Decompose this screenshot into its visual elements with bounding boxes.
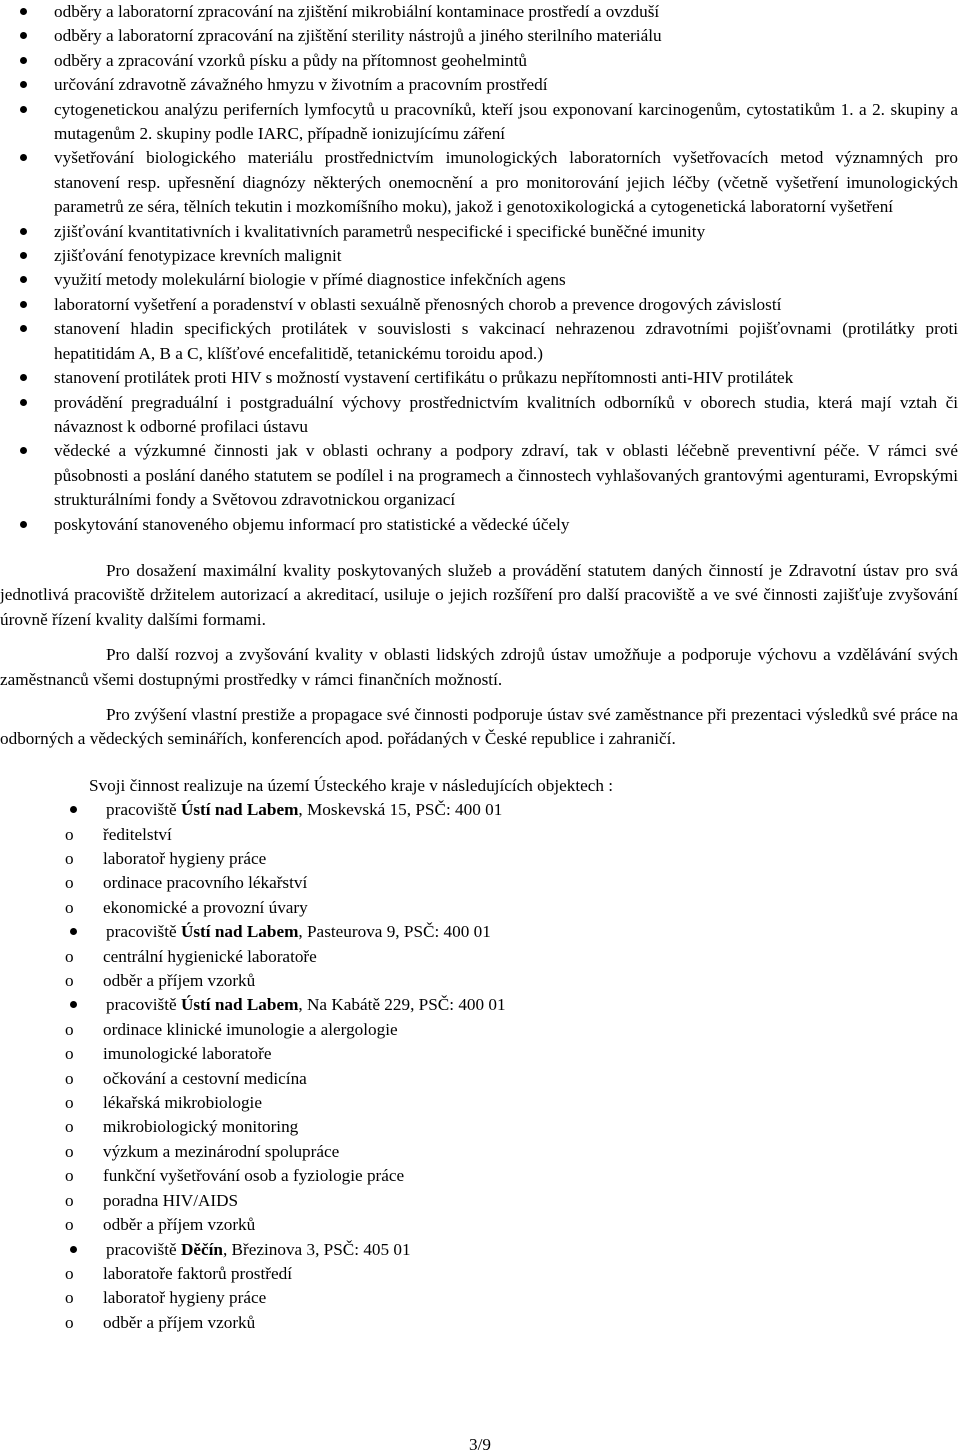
unit-item (0, 1140, 960, 1164)
site-units (0, 1262, 960, 1335)
unit-label: odběr a příjem vzorků (103, 1312, 256, 1332)
quality-paragraph: Pro dosažení maximální kvality poskytovaných služeb a provádění statutem daných činností je Zdravotní ústav pro svá jednotlivá pracoviště držitelem autorizací a akreditací, usiluje o jejich rozšíření pro další pracoviště a ve své činnosti zajišťuje zvyšování úrovně řízení kvality dalšími formami. (0, 560, 958, 629)
list-item: určování zdravotně závažného hmyzu v životním a pracovním prostředí (0, 73, 960, 97)
sub-marker: o (65, 1312, 74, 1332)
list-item: odběry a zpracování vzorků písku a půdy na přítomnost geohelmintů (0, 49, 960, 73)
list-item: odběry a laboratorní zpracování na zjištění mikrobiální kontaminace prostředí a ovzduší (0, 0, 960, 24)
list-item: provádění pregraduální i postgraduální výchovy prostřednictvím kvalitních odborníků v oborech studia, která mají vztah či návaznost k odborné profilaci ústavu (0, 391, 960, 440)
unit-label: imunologické laboratoře (103, 1044, 272, 1064)
unit-item (0, 1042, 960, 1066)
sub-marker: o (65, 849, 74, 868)
education-paragraph: Pro další rozvoj a zvyšování kvality v oblasti lidských zdrojů ústav umožňuje a podporuje výchovu a vzdělávání svých zaměstnanců všemi dostupnými prostředky v rámci finančních možností. (0, 645, 958, 689)
sub-marker: o (65, 1019, 74, 1039)
unit-label: ordinace klinické imunologie a alergologie (103, 1019, 398, 1039)
sub-marker: o (65, 1215, 74, 1235)
sub-marker: o (65, 897, 74, 917)
unit-label: ředitelství (103, 824, 172, 844)
site-city: Ústí nad Labem (180, 995, 299, 1015)
list-item: vyšetřování biologického materiálu prostřednictvím imunologických laboratorních vyšetřovacích metod významných pro stanovení resp. upřesnění diagnózy některých onemocnění a pro monitorování jejich léčby (včetně vyšetření imunologických parametrů ze séra, tělních tekutin i mozkomíšního moku), jakož i genotoxikologická a cytogenetická laboratorní vyšetření (0, 146, 960, 219)
unit-item (0, 1091, 960, 1115)
site-item (0, 1238, 960, 1336)
site-city: Ústí nad Labem (180, 922, 299, 942)
unit-label: laboratoř hygieny práce (103, 1288, 267, 1308)
unit-label: ekonomické a provozní úvary (103, 897, 308, 917)
unit-item (0, 1189, 960, 1213)
unit-label: centrální hygienické laboratoře (103, 946, 317, 966)
unit-label: očkování a cestovní medicína (103, 1068, 307, 1088)
sub-marker: o (65, 1166, 74, 1186)
page-number: 3/9 (469, 1435, 491, 1454)
sites-intro: Svoji činnost realizuje na území Ústeckého kraje v následujících objektech : (89, 775, 614, 795)
unit-label: poradna HIV/AIDS (103, 1190, 239, 1210)
unit-item (0, 1115, 960, 1139)
unit-label: mikrobiologický monitoring (103, 1117, 299, 1137)
list-item: zjišťování fenotypizace krevních malignit (0, 244, 960, 268)
list-item: odběry a laboratorní zpracování na zjištění sterility nástrojů a jiného sterilního materiálu (0, 24, 960, 48)
list-item: cytogenetickou analýzu periferních lymfocytů u pracovníků, kteří jsou exponovaní karcinogenům, cytostatikům 1. a 2. skupiny a mutagenům 2. skupiny podle IARC, případně ionizujícímu záření (0, 98, 960, 147)
sites-list (0, 798, 960, 1335)
unit-item (0, 945, 960, 969)
sub-marker: o (65, 1141, 74, 1161)
site-prefix: pracoviště (106, 922, 181, 942)
unit-item (0, 1213, 960, 1237)
site-address: , Moskevská 15, PSČ: 400 01 (298, 800, 503, 820)
sub-marker: o (65, 1117, 74, 1137)
unit-item (0, 1311, 960, 1335)
list-item: stanovení hladin specifických protilátek v souvislosti s vakcinací nehrazenou zdravotními pojišťovnami (protilátky proti hepatitidám A, B a C, klíšťové encefalitidě, tetanickému toroidu apod.) (0, 317, 960, 366)
site-prefix: pracoviště (106, 800, 181, 820)
unit-label: laboratoře faktorů prostředí (103, 1263, 292, 1283)
site-units (0, 823, 960, 921)
unit-label: laboratoř hygieny práce (103, 849, 267, 868)
unit-label: výzkum a mezinárodní spolupráce (103, 1141, 340, 1161)
sub-marker: o (65, 1068, 74, 1088)
prestige-paragraph: Pro zvýšení vlastní prestiže a propagace své činnosti podporuje ústav své zaměstnance při prezentaci výsledků své práce na odborných a vědeckých seminářích, konferencích apod. pořádaných v České republice i zahraničí. (0, 704, 958, 749)
unit-item (0, 847, 960, 871)
list-item: stanovení protilátek proti HIV s možností vystavení certifikátu o průkazu nepřítomnosti anti-HIV protilátek (0, 366, 960, 390)
site-address: , Březinova 3, PSČ: 405 01 (222, 1239, 411, 1259)
sub-marker: o (65, 1263, 74, 1283)
site-city: Ústí nad Labem (180, 800, 299, 820)
unit-item (0, 896, 960, 920)
sub-marker: o (65, 971, 74, 991)
list-item: laboratorní vyšetření a poradenství v oblasti sexuálně přenosných chorob a prevence drogových závislostí (0, 293, 960, 317)
unit-item (0, 1067, 960, 1091)
unit-item (0, 1286, 960, 1310)
list-item: využití metody molekulární biologie v přímé diagnostice infekčních agens (0, 268, 960, 292)
sub-marker: o (65, 1190, 74, 1210)
site-units (0, 1018, 960, 1238)
unit-item (0, 1262, 960, 1286)
unit-label: funkční vyšetřování osob a fyziologie práce (103, 1166, 405, 1186)
unit-item (0, 823, 960, 847)
site-prefix: pracoviště (106, 995, 181, 1015)
unit-item (0, 1164, 960, 1188)
site-item (0, 798, 960, 920)
sub-marker: o (65, 873, 74, 893)
unit-label: lékařská mikrobiologie (103, 1093, 262, 1113)
activities-list (0, 0, 960, 537)
unit-item (0, 969, 960, 993)
unit-label: odběr a příjem vzorků (103, 971, 256, 991)
site-prefix: pracoviště (106, 1239, 181, 1259)
site-address: , Na Kabátě 229, PSČ: 400 01 (298, 995, 506, 1015)
unit-label: odběr a příjem vzorků (103, 1215, 256, 1235)
site-units (0, 945, 960, 994)
site-item (0, 920, 960, 993)
site-address: , Pasteurova 9, PSČ: 400 01 (298, 922, 491, 942)
unit-item (0, 1018, 960, 1042)
list-item: vědecké a výzkumné činnosti jak v oblasti ochrany a podpory zdraví, tak v oblasti léčebně preventivní péče. V rámci své působnosti a poslání daného statutem se podílel i na programech a činnostech vyhlašovaných grantovými agenturami, Evropskými strukturálními fondy a Světovou zdravotnickou organizací (0, 439, 960, 512)
site-city: Děčín (180, 1239, 223, 1259)
sub-marker: o (65, 824, 74, 844)
unit-label: ordinace pracovního lékařství (103, 873, 308, 893)
sub-marker: o (65, 1288, 74, 1308)
sub-marker: o (65, 1044, 74, 1064)
unit-item (0, 871, 960, 895)
list-item: zjišťování kvantitativních i kvalitativních parametrů nespecifické i specifické buněčné imunity (0, 220, 960, 244)
sub-marker: o (65, 1093, 74, 1113)
sub-marker: o (65, 946, 74, 966)
site-item (0, 993, 960, 1237)
list-item: poskytování stanoveného objemu informací pro statistické a vědecké účely (0, 513, 960, 537)
